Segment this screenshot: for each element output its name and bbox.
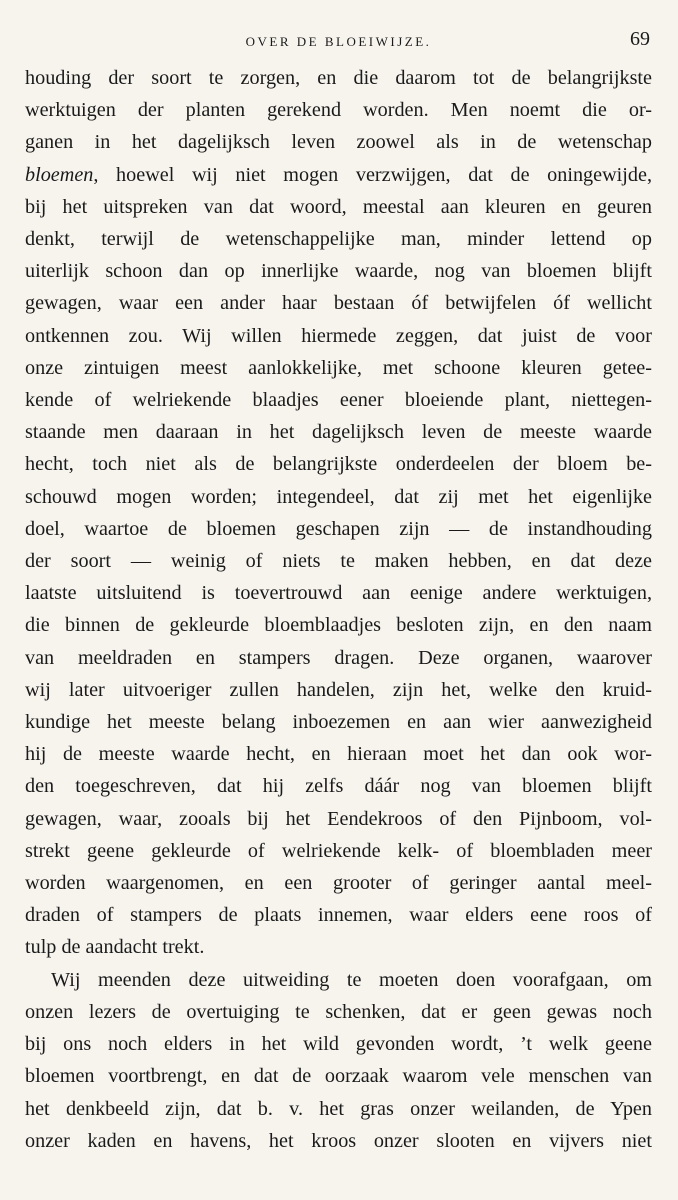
paragraph-2 xyxy=(25,964,652,1157)
text-fragment: , hoewel wij niet mogen verzwijgen, dat de oningewijde, xyxy=(93,163,652,186)
text-line: ganen in het dagelijksch leven zoowel als in de wetenschap xyxy=(25,131,652,154)
text-line: hecht, toch niet als de belangrijkste onderdeelen der bloem be- xyxy=(25,453,652,476)
text-line: strekt geene gekleurde of welriekende kelk- of bloembladen meer xyxy=(25,839,652,862)
text-line: draden of stampers de plaats innemen, waar elders eene roos of xyxy=(25,904,652,927)
text-line: kende of welriekende blaadjes eener bloeiende plant, niettegen- xyxy=(25,389,652,412)
page-number: 69 xyxy=(630,28,650,50)
text-line: denkt, terwijl de wetenschappelijke man, minder lettend op xyxy=(25,228,652,251)
text-line: laatste uitsluitend is toevertrouwd aan eenige andere werktuigen, xyxy=(25,582,652,605)
text-line: doel, waartoe de bloemen geschapen zijn — de instandhouding xyxy=(25,517,652,540)
text-line: houding der soort te zorgen, en die daarom tot de belangrijkste xyxy=(25,67,652,89)
text-line: hij de meeste waarde hecht, en hieraan moet het dan ook wor- xyxy=(25,743,652,766)
text-line: worden waargenomen, en een grooter of geringer aantal meel- xyxy=(25,872,652,895)
text-line: gewagen, waar een ander haar bestaan óf betwijfelen óf wellicht xyxy=(25,292,652,315)
text-line: schouwd mogen worden; integendeel, dat zij met het eigenlijke xyxy=(25,485,652,508)
text-line: bij het uitspreken van dat woord, meestal aan kleuren en geuren xyxy=(25,195,652,218)
text-line: van meeldraden en stampers dragen. Deze organen, waarover xyxy=(25,646,652,669)
text-line: kundige het meeste belang inboezemen en aan wier aanwezigheid xyxy=(25,711,652,734)
text-line: uiterlijk schoon dan op innerlijke waarde, nog van bloemen blijft xyxy=(25,260,652,283)
text-line: bloemen voortbrengt, en dat de oorzaak waarom vele menschen van xyxy=(25,1065,652,1088)
running-title: OVER DE BLOEIWIJZE. xyxy=(245,34,432,49)
text-line: Wij meenden deze uitweiding te moeten doen voorafgaan, om xyxy=(51,968,652,991)
text-line: onzer kaden en havens, het kroos onzer slooten en vijvers niet xyxy=(25,1129,652,1152)
text-line: gewagen, waar, zooals bij het Eendekroos of den Pijnboom, vol- xyxy=(25,807,652,830)
text-line: die binnen de gekleurde bloemblaadjes besloten zijn, en den naam xyxy=(25,614,652,637)
text-line: tulp de aandacht trekt. xyxy=(25,936,205,959)
text-line: onze zintuigen meest aanlokkelijke, met schoone kleuren getee- xyxy=(25,356,652,379)
text-line: werktuigen der planten gerekend worden. Men noemt die or- xyxy=(25,99,652,122)
text-line: ontkennen zou. Wij willen hiermede zeggen, dat juist de voor xyxy=(25,324,652,347)
running-head xyxy=(25,28,652,58)
text-line: der soort — weinig of niets te maken hebben, en dat deze xyxy=(25,550,652,573)
text-line: den toegeschreven, dat hij zelfs dáár nog van bloemen blijft xyxy=(25,775,652,798)
text-line: staande men daaraan in het dagelijksch leven de meeste waarde xyxy=(25,421,652,444)
text-line: het denkbeeld zijn, dat b. v. het gras onzer weilanden, de Ypen xyxy=(25,1097,652,1120)
text-line: bij ons noch elders in het wild gevonden wordt, ’t welk geene xyxy=(25,1033,652,1056)
text-line: wij later uitvoeriger zullen handelen, zijn het, welke den kruid- xyxy=(25,678,652,701)
text-line xyxy=(25,159,652,191)
text-line: onzen lezers de overtuiging te schenken, dat er geen gewas noch xyxy=(25,1000,652,1023)
italic-term: bloemen xyxy=(25,163,94,186)
paragraph-1 xyxy=(25,62,652,964)
